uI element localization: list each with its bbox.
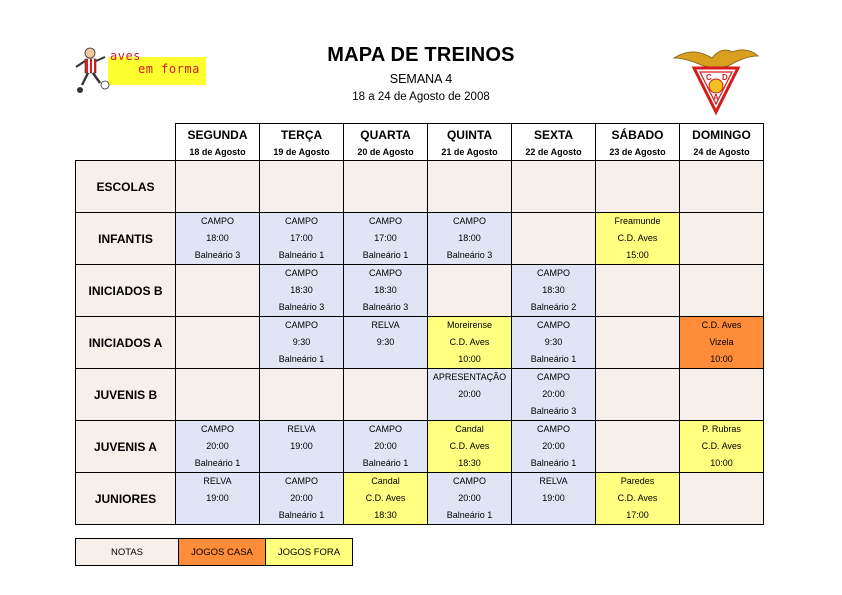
team-label: JUNIORES <box>76 473 176 525</box>
schedule-cell <box>176 213 260 265</box>
cell-line: 20:00 <box>542 389 565 399</box>
cell-line: CAMPO <box>284 216 318 226</box>
schedule-cell <box>344 473 428 525</box>
training-schedule-table <box>75 123 764 525</box>
schedule-cell <box>512 161 596 213</box>
schedule-cell <box>176 317 260 369</box>
day-header-2 <box>344 124 428 161</box>
cell-line: 19:00 <box>542 493 565 503</box>
schedule-cell <box>260 421 344 473</box>
cell-line: 18:30 <box>374 285 397 295</box>
schedule-cell <box>176 369 260 421</box>
table-row <box>76 161 764 213</box>
schedule-cell <box>680 369 764 421</box>
table-row <box>76 213 764 265</box>
legend-jogos-fora: JOGOS FORA <box>266 539 353 566</box>
cell-line: Balneário 1 <box>446 510 493 520</box>
cell-line: CAMPO <box>368 216 402 226</box>
cell-line: Candal <box>371 476 400 486</box>
schedule-cell <box>176 473 260 525</box>
cell-line: CAMPO <box>284 320 318 330</box>
schedule-cell <box>260 265 344 317</box>
cell-line: 9:30 <box>292 337 311 347</box>
cell-line: 9:30 <box>544 337 563 347</box>
schedule-cell <box>428 473 512 525</box>
schedule-cell <box>596 369 680 421</box>
schedule-cell <box>260 317 344 369</box>
schedule-cell <box>680 473 764 525</box>
cell-line: Balneário 1 <box>278 354 325 364</box>
cell-line <box>176 507 259 524</box>
schedule-cell <box>428 421 512 473</box>
cell-line: 18:00 <box>206 233 229 243</box>
team-label: INFANTIS <box>76 213 176 265</box>
cell-line: CAMPO <box>452 476 486 486</box>
schedule-cell <box>680 317 764 369</box>
team-label: ESCOLAS <box>76 161 176 213</box>
cell-line: Balneário 1 <box>278 250 325 260</box>
cell-line: Balneário 1 <box>530 458 577 468</box>
logo-line-2: em forma <box>138 62 200 76</box>
cell-line: C.D. Aves <box>449 337 490 347</box>
day-header-row <box>76 124 764 161</box>
cell-line: C.D. Aves <box>617 493 658 503</box>
schedule-cell <box>176 161 260 213</box>
schedule-cell <box>596 213 680 265</box>
schedule-cell <box>596 421 680 473</box>
legend <box>75 538 353 566</box>
team-label: INICIADOS A <box>76 317 176 369</box>
cell-line: 20:00 <box>542 441 565 451</box>
table-row <box>76 369 764 421</box>
schedule-cell <box>344 265 428 317</box>
day-name: TERÇA <box>280 128 323 142</box>
cell-line: Balneário 3 <box>530 406 577 416</box>
cell-line: Moreirense <box>446 320 493 330</box>
cell-line: Balneário 1 <box>362 458 409 468</box>
schedule-cell <box>596 317 680 369</box>
cell-line: Balneário 1 <box>362 250 409 260</box>
schedule-cell <box>428 161 512 213</box>
day-name: SÁBADO <box>611 128 664 142</box>
cell-line: RELVA <box>287 424 316 434</box>
schedule-cell <box>260 213 344 265</box>
schedule-cell <box>512 213 596 265</box>
svg-text:C: C <box>706 73 712 82</box>
cell-line: 15:00 <box>626 250 649 260</box>
page-header <box>0 0 842 120</box>
schedule-cell <box>176 265 260 317</box>
cell-line: RELVA <box>539 476 568 486</box>
cell-line: Balneário 2 <box>530 302 577 312</box>
cell-line: 18:30 <box>290 285 313 295</box>
cell-line: Balneário 3 <box>362 302 409 312</box>
cell-line: Paredes <box>620 476 655 486</box>
cell-line: 20:00 <box>458 493 481 503</box>
cell-line: Balneário 3 <box>446 250 493 260</box>
team-label: INICIADOS B <box>76 265 176 317</box>
cell-line: Balneário 3 <box>278 302 325 312</box>
schedule-cell <box>260 369 344 421</box>
cell-line: 18:30 <box>542 285 565 295</box>
cell-line: Candal <box>455 424 484 434</box>
schedule-cell <box>344 317 428 369</box>
cell-line: 20:00 <box>290 493 313 503</box>
club-crest-icon <box>672 44 760 116</box>
schedule-cell <box>344 421 428 473</box>
cell-line: C.D. Aves <box>701 441 742 451</box>
cell-line: 18:30 <box>458 458 481 468</box>
cell-line: RELVA <box>203 476 232 486</box>
cell-line: C.D. Aves <box>701 320 742 330</box>
cell-line: CAMPO <box>536 372 570 382</box>
day-header-1 <box>260 124 344 161</box>
day-header-3 <box>428 124 512 161</box>
cell-line <box>512 507 595 524</box>
cell-line <box>260 455 343 472</box>
cell-line: Balneário 1 <box>194 458 241 468</box>
week-label: SEMANA 4 <box>389 72 453 86</box>
cell-line: Vizela <box>709 337 734 347</box>
cell-line: CAMPO <box>536 320 570 330</box>
cell-line: 20:00 <box>458 389 481 399</box>
cell-line: RELVA <box>371 320 400 330</box>
schedule-cell <box>260 473 344 525</box>
cell-line: 20:00 <box>374 441 397 451</box>
page-title: MAPA DE TREINOS <box>327 44 515 66</box>
logo-line-1: aves <box>110 49 141 63</box>
cell-line: 10:00 <box>458 354 481 364</box>
schedule-cell <box>680 161 764 213</box>
day-date: 21 de Agosto <box>441 147 498 157</box>
day-date: 23 de Agosto <box>609 147 666 157</box>
svg-text:A: A <box>713 93 719 102</box>
schedule-cell <box>512 265 596 317</box>
cell-line: CAMPO <box>368 424 402 434</box>
schedule-cell <box>428 369 512 421</box>
day-date: 18 de Agosto <box>189 147 246 157</box>
cell-line: 19:00 <box>290 441 313 451</box>
cell-line: 18:30 <box>374 510 397 520</box>
cell-line: 17:00 <box>290 233 313 243</box>
cell-line <box>428 403 511 420</box>
cell-line: Balneário 3 <box>194 250 241 260</box>
day-date: 24 de Agosto <box>693 147 750 157</box>
header-corner <box>76 124 176 161</box>
schedule-cell <box>260 161 344 213</box>
cell-line: Freamunde <box>614 216 661 226</box>
cell-line: 10:00 <box>710 458 733 468</box>
cell-line: C.D. Aves <box>449 441 490 451</box>
schedule-cell <box>596 161 680 213</box>
table-row <box>76 265 764 317</box>
schedule-cell <box>344 161 428 213</box>
schedule-cell <box>344 369 428 421</box>
team-label: JUVENIS A <box>76 421 176 473</box>
schedule-cell <box>680 265 764 317</box>
cell-line: CAMPO <box>452 216 486 226</box>
table-row <box>76 473 764 525</box>
team-label: JUVENIS B <box>76 369 176 421</box>
schedule-cell <box>512 369 596 421</box>
day-header-6 <box>680 124 764 161</box>
schedule-cell <box>512 421 596 473</box>
schedule-cell <box>428 317 512 369</box>
cell-line: C.D. Aves <box>365 493 406 503</box>
date-range: 18 a 24 de Agosto de 2008 <box>352 91 490 103</box>
day-name: QUINTA <box>446 128 493 142</box>
cell-line: 9:30 <box>376 337 395 347</box>
cell-line: 17:00 <box>626 510 649 520</box>
cell-line: CAMPO <box>536 424 570 434</box>
cell-line: CAMPO <box>536 268 570 278</box>
schedule-cell <box>512 317 596 369</box>
day-date: 22 de Agosto <box>525 147 582 157</box>
cell-line: C.D. Aves <box>617 233 658 243</box>
cell-line: 10:00 <box>710 354 733 364</box>
cell-line: 18:00 <box>458 233 481 243</box>
cell-line <box>344 351 427 368</box>
day-date: 20 de Agosto <box>357 147 414 157</box>
schedule-cell <box>596 265 680 317</box>
day-header-4 <box>512 124 596 161</box>
day-name: SEGUNDA <box>187 128 248 142</box>
legend-jogos-casa: JOGOS CASA <box>179 539 266 566</box>
cell-line: CAMPO <box>200 216 234 226</box>
cell-line: P. Rubras <box>702 424 741 434</box>
schedule-cell <box>512 473 596 525</box>
schedule-cell <box>428 265 512 317</box>
day-header-0 <box>176 124 260 161</box>
schedule-cell <box>596 473 680 525</box>
cell-line: Balneário 1 <box>278 510 325 520</box>
legend-notas: NOTAS <box>76 539 179 566</box>
day-date: 19 de Agosto <box>273 147 330 157</box>
cell-line: Balneário 1 <box>530 354 577 364</box>
cell-line: CAMPO <box>284 268 318 278</box>
schedule-cell <box>176 421 260 473</box>
cell-line: CAMPO <box>368 268 402 278</box>
schedule-cell <box>428 213 512 265</box>
day-name: QUARTA <box>360 128 411 142</box>
schedule-cell <box>680 213 764 265</box>
table-row <box>76 421 764 473</box>
day-header-5 <box>596 124 680 161</box>
day-name: SEXTA <box>533 128 574 142</box>
cell-line: 20:00 <box>206 441 229 451</box>
cell-line: CAMPO <box>284 476 318 486</box>
schedule-cell <box>344 213 428 265</box>
cell-line: APRESENTAÇÃO <box>432 372 507 382</box>
cell-line: CAMPO <box>200 424 234 434</box>
cell-line: 19:00 <box>206 493 229 503</box>
day-name: DOMINGO <box>692 128 751 142</box>
schedule-cell <box>680 421 764 473</box>
cell-line: 17:00 <box>374 233 397 243</box>
svg-text:D: D <box>722 73 728 82</box>
table-row <box>76 317 764 369</box>
